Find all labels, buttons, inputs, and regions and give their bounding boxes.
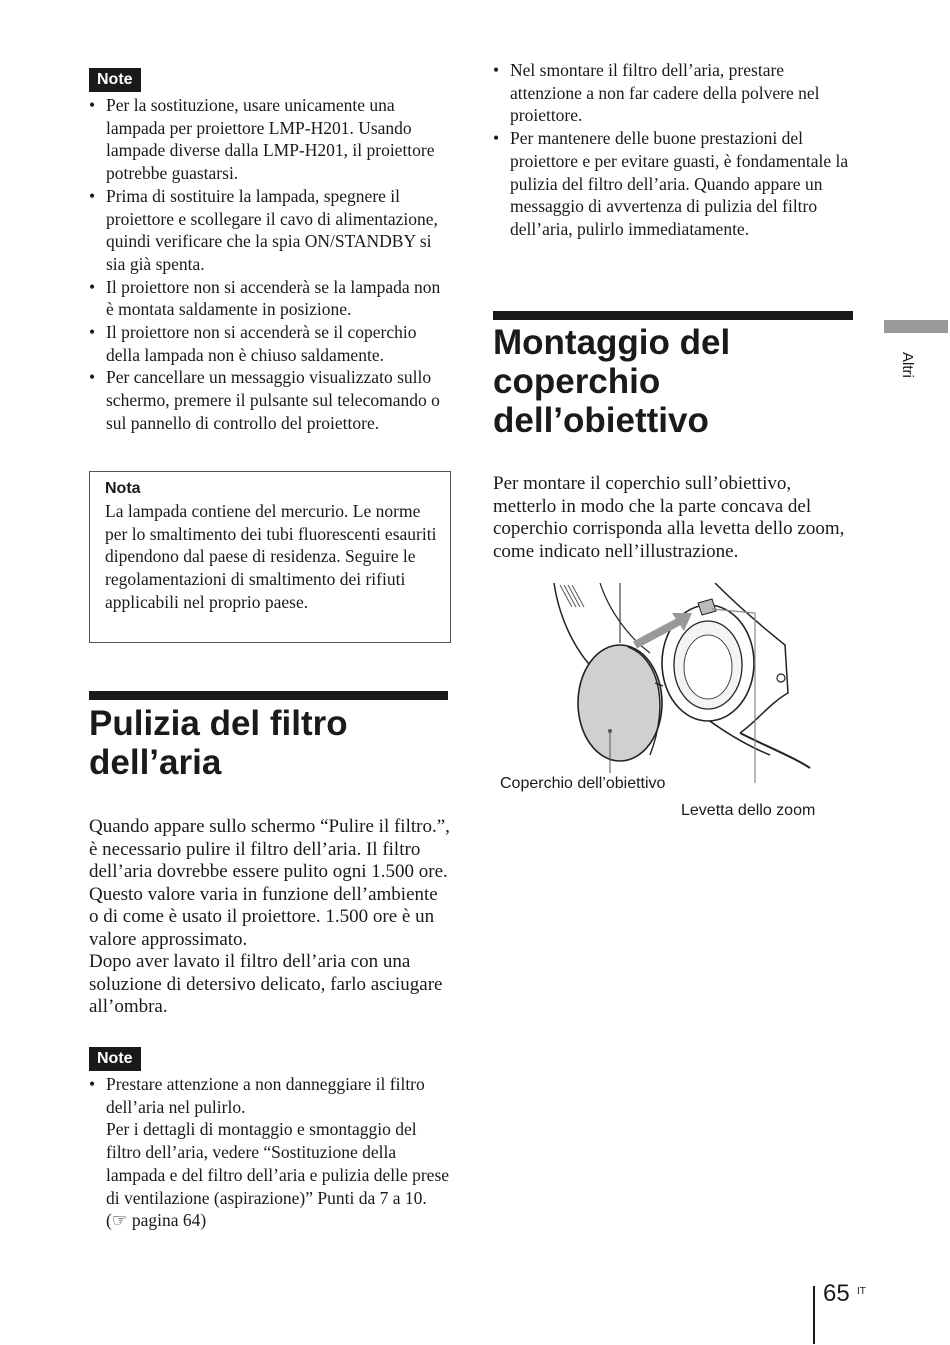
section-title-line: coperchio: [493, 362, 661, 401]
list-item: • Per mantenere delle buone prestazioni del proiettore e per evitare guasti, è fondamentale la pulizia del filtro dell’aria. Quando appare un messaggio di avvertenza di pulizia del filtro dell’aria, pulirlo immediatamente.: [493, 127, 855, 241]
section-title-line: dell’obiettivo: [493, 401, 709, 440]
note2-item-a: Prestare attenzione a non danneggiare il filtro dell’aria nel pulirlo.: [106, 1074, 425, 1117]
caption-zoom-lever: Levetta dello zoom: [681, 802, 816, 819]
note-list-2: [89, 1073, 451, 1232]
pulizia-paragraph-1: Quando appare sullo schermo “Pulire il filtro.”, è necessario pulire il filtro dell’aria. Il filtro dell’aria dovrebbe essere pulito ogni 1.500 ore. Questo valore varia in funzione dell’ambiente o di come è usato il proiettore. 1.500 ore è un valore approssimato.: [89, 816, 450, 950]
note2-item-b: Per i dettagli di montaggio e smontaggio del filtro dell’aria, vedere “Sostituzione della lampada e del filtro dell’aria e pulizia delle prese di ventilazione (aspirazione)” Punti da 7 a 10. (☞ pagina 64): [106, 1119, 450, 1231]
section-title-line: dell’aria: [89, 743, 222, 782]
section-rule-right: [493, 311, 853, 320]
right-note-list: [493, 59, 855, 241]
note-badge-1: Note: [89, 68, 141, 92]
page-number-divider: [813, 1286, 815, 1344]
list-item: • Prima di sostituire la lampada, spegnere il proiettore e scollegare il cavo di alimentazione, quindi verificare che la spia ON/STANDBY si sia già spenta.: [89, 185, 451, 276]
list-item: • Per cancellare un messaggio visualizzato sullo schermo, premere il pulsante sul telecomando o sul pannello di controllo del proiettore.: [89, 366, 451, 434]
section-tab: [884, 320, 948, 333]
list-item: • Nel smontare il filtro dell’aria, prestare attenzione a non far cadere della polvere nel proiettore.: [493, 59, 855, 127]
section-title-montaggio: [493, 323, 863, 440]
nota-text: La lampada contiene del mercurio. Le norme per lo smaltimento dei tubi fluorescenti esauriti dipendono dal paese di residenza. Seguire le regolamentazioni di smaltimento dei rifiuti applicabili nel proprio paese.: [105, 501, 437, 612]
caption-lens-cap: Coperchio dell’obiettivo: [500, 775, 666, 792]
montaggio-paragraph: Per montare il coperchio sull’obiettivo, metterlo in modo che la parte concava del coperchio corrisponda alla levetta dello zoom, come indicato nell’illustrazione.: [493, 473, 845, 562]
note-list-1: [89, 94, 451, 435]
page-number: 65: [823, 1280, 850, 1307]
section-title-line: Montaggio del: [493, 323, 731, 362]
list-item: • Per la sostituzione, usare unicamente una lampada per proiettore LMP-H201. Usando lampade diverse dalla LMP-H201, il proiettore potrebbe guastarsi.: [89, 94, 451, 185]
nota-box: [89, 471, 451, 643]
note-badge-2: Note: [89, 1047, 141, 1071]
section-title-line: Pulizia del filtro: [89, 704, 348, 743]
pulizia-paragraph-2: Dopo aver lavato il filtro dell’aria con una soluzione di detersivo delicato, farlo asciugare all’ombra.: [89, 951, 443, 1018]
list-item: [89, 1073, 451, 1232]
side-section-label: Altri: [899, 352, 916, 378]
lens-cap-illustration: [540, 583, 830, 783]
list-item: • Il proiettore non si accenderà se la lampada non è montata saldamente in posizione.: [89, 276, 451, 321]
list-item: • Il proiettore non si accenderà se il coperchio della lampada non è chiuso saldamente.: [89, 321, 451, 366]
page-language: IT: [857, 1286, 866, 1297]
nota-title: Nota: [105, 480, 141, 497]
section-title-pulizia: [89, 704, 459, 782]
section-rule-left: [89, 691, 448, 700]
